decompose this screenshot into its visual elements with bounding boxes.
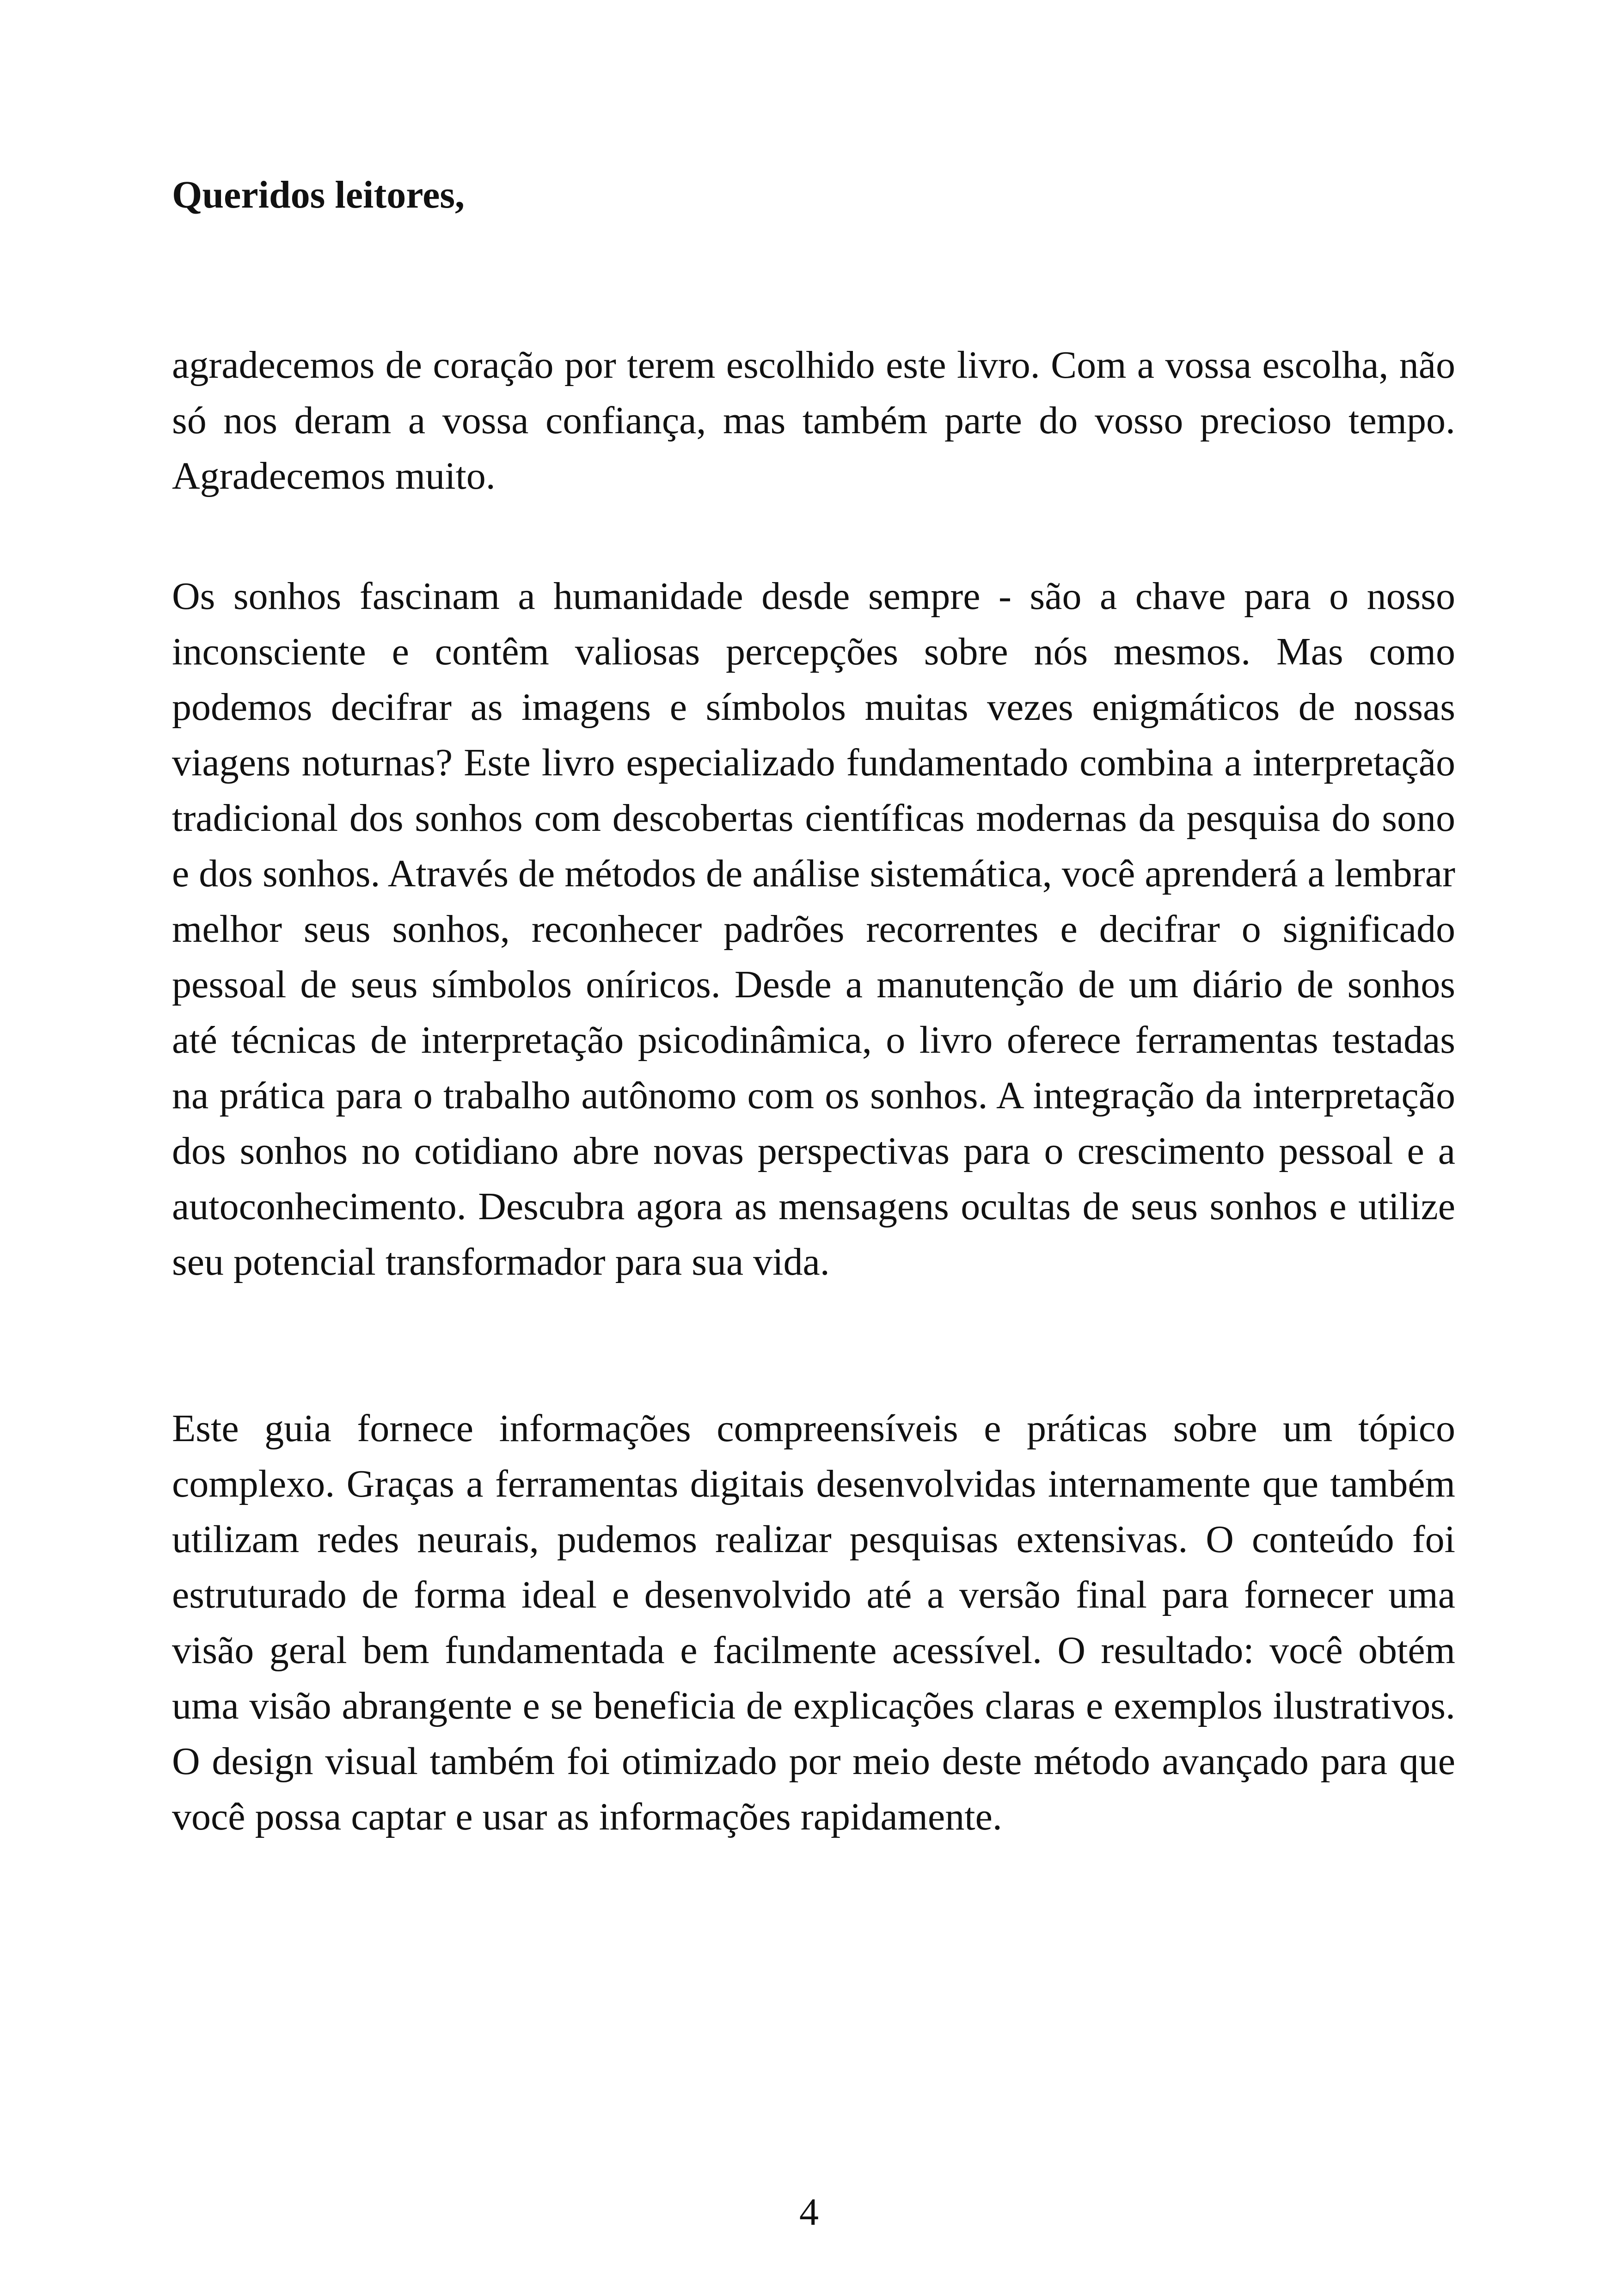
page-number: 4 bbox=[799, 2191, 819, 2234]
paragraph-thanks: agradecemos de coração por terem escolhido este livro. Com a vossa escolha, não só nos deram a vossa confiança, mas também parte do vosso precioso tempo. Agradecemos muito. bbox=[172, 344, 1455, 497]
page-heading: Queridos leitores, bbox=[172, 173, 465, 216]
paragraph-dreams: Os sonhos fascinam a humanidade desde sempre - são a chave para o nosso inconsciente e contêm valiosas percepções sobre nós mesmos. Mas como podemos decifrar as imagens e símbolos muitas vezes enigmáticos de nossas viagens noturnas? Este livro especializado fundamentado combina a interpretação tradicional dos sonhos com descobertas científicas modernas da pesquisa do sono e dos sonhos. Através de métodos de análise sistemática, você aprenderá a lembrar melhor seus sonhos, reconhecer padrões recorrentes e decifrar o significado pessoal de seus símbolos oníricos. Desde a manutenção de um diário de sonhos até técnicas de interpretação psicodinâmica, o livro oferece ferramentas testadas na prática para o trabalho autônomo com os sonhos. A integração da interpretação dos sonhos no cotidiano abre novas perspectivas para o crescimento pessoal e a autoconhecimento. Descubra agora as mensagens ocultas de seus sonhos e utilize seu potencial transformador para sua vida. bbox=[172, 575, 1455, 1283]
paragraph-guide: Este guia fornece informações compreensíveis e práticas sobre um tópico complexo. Graças a ferramentas digitais desenvolvidas internamente que também utilizam redes neurais, pudemos realizar pesquisas extensivas. O conteúdo foi estruturado de forma ideal e desenvolvido até a versão final para fornecer uma visão geral bem fundamentada e facilmente acessível. O resultado: você obtém uma visão abrangente e se beneficia de explicações claras e exemplos ilustrativos. O design visual também foi otimizado por meio deste método avançado para que você possa captar e usar as informações rapidamente. bbox=[172, 1407, 1455, 1838]
